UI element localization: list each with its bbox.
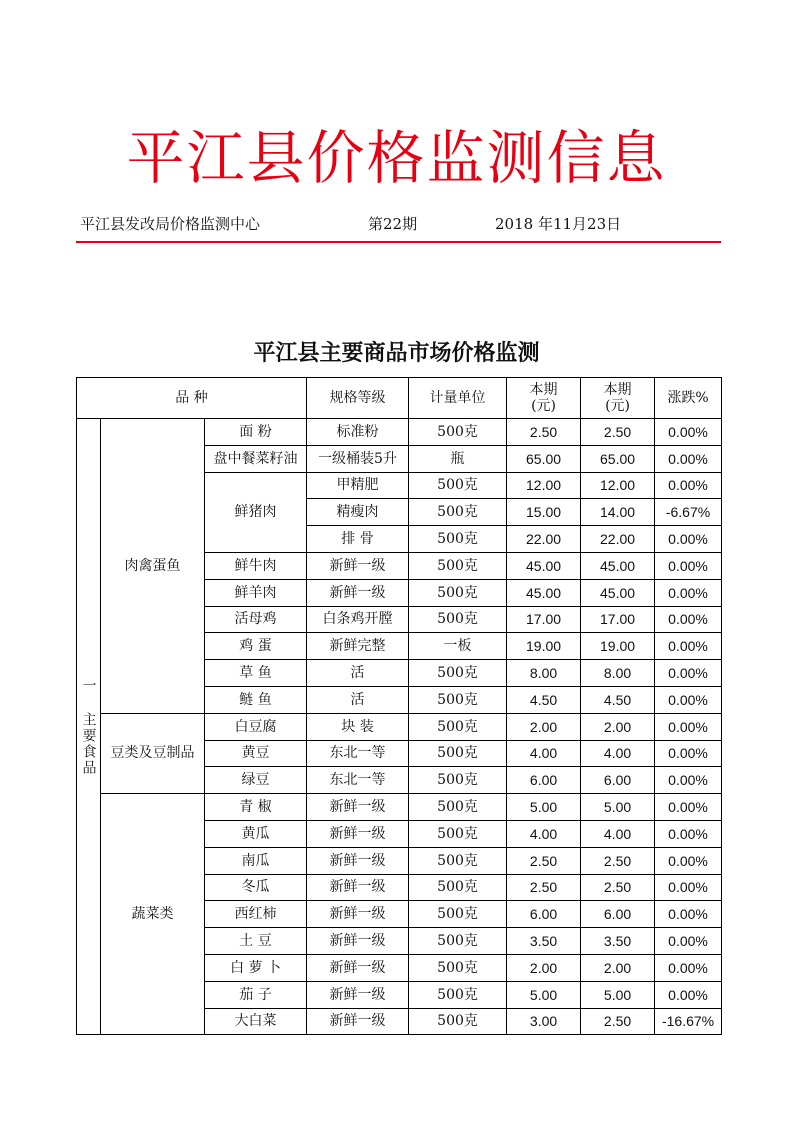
item-price-curr: 2.00 — [581, 954, 655, 981]
item-spec: 活 — [307, 686, 409, 713]
item-spec: 白条鸡开膛 — [307, 606, 409, 633]
header-spec: 规格等级 — [307, 378, 409, 419]
item-unit: 500克 — [409, 526, 507, 553]
item-change: 0.00% — [655, 874, 722, 901]
item-spec: 新鲜一级 — [307, 847, 409, 874]
item-price-prev: 19.00 — [507, 633, 581, 660]
item-unit: 500克 — [409, 686, 507, 713]
header-divider — [76, 241, 721, 243]
group-beans: 豆类及豆制品 — [101, 713, 205, 793]
item-price-prev: 4.50 — [507, 686, 581, 713]
item-change: 0.00% — [655, 579, 722, 606]
item-name: 鲢 鱼 — [205, 686, 307, 713]
item-unit: 500克 — [409, 954, 507, 981]
item-unit: 500克 — [409, 552, 507, 579]
item-price-curr: 45.00 — [581, 579, 655, 606]
item-spec: 一级桶装5升 — [307, 445, 409, 472]
item-unit: 500克 — [409, 740, 507, 767]
item-unit: 500克 — [409, 901, 507, 928]
item-price-curr: 17.00 — [581, 606, 655, 633]
header-current-b-unit: (元) — [605, 398, 630, 414]
item-change: 0.00% — [655, 928, 722, 955]
item-price-prev: 6.00 — [507, 901, 581, 928]
item-spec: 新鲜一级 — [307, 552, 409, 579]
table-row — [77, 419, 722, 446]
item-price-prev: 3.00 — [507, 1008, 581, 1035]
item-name: 青 椒 — [205, 794, 307, 821]
item-price-prev: 3.50 — [507, 928, 581, 955]
item-unit: 500克 — [409, 472, 507, 499]
item-change: 0.00% — [655, 686, 722, 713]
item-spec: 新鲜一级 — [307, 981, 409, 1008]
item-name: 鲜牛肉 — [205, 552, 307, 579]
item-name: 黄瓜 — [205, 820, 307, 847]
item-price-curr: 6.00 — [581, 767, 655, 794]
item-price-prev: 8.00 — [507, 660, 581, 687]
category-cell: 一 主要食品 — [77, 419, 101, 1035]
item-spec: 甲精肥 — [307, 472, 409, 499]
header-change: 涨跌% — [655, 378, 722, 419]
item-change: 0.00% — [655, 794, 722, 821]
item-price-curr: 5.00 — [581, 794, 655, 821]
item-name: 白 萝 卜 — [205, 954, 307, 981]
item-price-prev: 45.00 — [507, 579, 581, 606]
item-name: 冬瓜 — [205, 874, 307, 901]
item-change: -6.67% — [655, 499, 722, 526]
item-spec: 东北一等 — [307, 767, 409, 794]
item-price-curr: 2.50 — [581, 847, 655, 874]
item-unit: 一板 — [409, 633, 507, 660]
item-spec: 新鲜一级 — [307, 954, 409, 981]
item-price-prev: 22.00 — [507, 526, 581, 553]
item-change: 0.00% — [655, 526, 722, 553]
item-spec: 新鲜一级 — [307, 579, 409, 606]
item-change: 0.00% — [655, 954, 722, 981]
item-pork: 鲜猪肉 — [205, 472, 307, 552]
item-name: 土 豆 — [205, 928, 307, 955]
item-change: -16.67% — [655, 1008, 722, 1035]
table-row — [77, 713, 722, 740]
item-price-curr: 45.00 — [581, 552, 655, 579]
item-change: 0.00% — [655, 660, 722, 687]
item-spec: 新鲜一级 — [307, 928, 409, 955]
item-price-prev: 5.00 — [507, 794, 581, 821]
table-title: 平江县主要商品市场价格监测 — [253, 341, 540, 366]
item-change: 0.00% — [655, 552, 722, 579]
group-meat: 肉禽蛋鱼 — [101, 419, 205, 714]
item-price-curr: 4.50 — [581, 686, 655, 713]
item-price-prev: 2.00 — [507, 954, 581, 981]
item-name: 西红柿 — [205, 901, 307, 928]
item-price-curr: 6.00 — [581, 901, 655, 928]
header-current-b — [581, 378, 655, 419]
item-price-curr: 2.50 — [581, 419, 655, 446]
item-name: 白豆腐 — [205, 713, 307, 740]
item-unit: 500克 — [409, 579, 507, 606]
issuer-name: 平江县发改局价格监测中心 — [80, 215, 261, 233]
item-name: 南瓜 — [205, 847, 307, 874]
item-price-curr: 5.00 — [581, 981, 655, 1008]
item-price-prev: 6.00 — [507, 767, 581, 794]
item-unit: 500克 — [409, 794, 507, 821]
item-change: 0.00% — [655, 981, 722, 1008]
item-unit: 500克 — [409, 606, 507, 633]
item-change: 0.00% — [655, 606, 722, 633]
item-name: 黄豆 — [205, 740, 307, 767]
item-spec: 新鲜一级 — [307, 820, 409, 847]
item-name: 茄 子 — [205, 981, 307, 1008]
table-row — [77, 794, 722, 821]
item-price-prev: 2.50 — [507, 874, 581, 901]
item-spec: 标准粉 — [307, 419, 409, 446]
item-name: 鸡 蛋 — [205, 633, 307, 660]
item-spec: 新鲜一级 — [307, 874, 409, 901]
item-price-prev: 4.00 — [507, 820, 581, 847]
item-name: 大白菜 — [205, 1008, 307, 1035]
price-table — [76, 377, 722, 1035]
item-unit: 500克 — [409, 820, 507, 847]
item-price-prev: 15.00 — [507, 499, 581, 526]
item-price-curr: 14.00 — [581, 499, 655, 526]
item-price-curr: 22.00 — [581, 526, 655, 553]
item-price-prev: 12.00 — [507, 472, 581, 499]
item-change: 0.00% — [655, 847, 722, 874]
item-name: 活母鸡 — [205, 606, 307, 633]
item-price-curr: 4.00 — [581, 740, 655, 767]
item-spec: 精瘦肉 — [307, 499, 409, 526]
item-name: 鲜羊肉 — [205, 579, 307, 606]
item-name: 盘中餐菜籽油 — [205, 445, 307, 472]
item-spec: 排 骨 — [307, 526, 409, 553]
item-name: 草 鱼 — [205, 660, 307, 687]
item-price-curr: 2.50 — [581, 874, 655, 901]
item-price-curr: 12.00 — [581, 472, 655, 499]
item-price-prev: 65.00 — [507, 445, 581, 472]
item-change: 0.00% — [655, 419, 722, 446]
item-price-prev: 2.00 — [507, 713, 581, 740]
item-change: 0.00% — [655, 820, 722, 847]
item-unit: 500克 — [409, 928, 507, 955]
item-price-curr: 8.00 — [581, 660, 655, 687]
item-price-curr: 3.50 — [581, 928, 655, 955]
item-unit: 500克 — [409, 499, 507, 526]
item-price-prev: 45.00 — [507, 552, 581, 579]
item-change: 0.00% — [655, 472, 722, 499]
header-variety: 品 种 — [77, 378, 307, 419]
header-current-a-unit: (元) — [531, 398, 556, 414]
item-name: 绿豆 — [205, 767, 307, 794]
header-unit: 计量单位 — [409, 378, 507, 419]
item-unit: 500克 — [409, 1008, 507, 1035]
item-name: 面 粉 — [205, 419, 307, 446]
item-price-prev: 2.50 — [507, 419, 581, 446]
item-change: 0.00% — [655, 767, 722, 794]
header-current-b-label: 本期 — [603, 382, 632, 398]
group-veg: 蔬菜类 — [101, 794, 205, 1035]
item-price-curr: 2.50 — [581, 1008, 655, 1035]
item-spec: 活 — [307, 660, 409, 687]
item-price-prev: 4.00 — [507, 740, 581, 767]
item-spec: 新鲜完整 — [307, 633, 409, 660]
item-change: 0.00% — [655, 901, 722, 928]
item-unit: 500克 — [409, 419, 507, 446]
item-price-curr: 65.00 — [581, 445, 655, 472]
table-header-row — [77, 378, 722, 419]
document-banner-title: 平江县价格监测信息 — [126, 124, 667, 192]
item-unit: 500克 — [409, 874, 507, 901]
item-price-prev: 5.00 — [507, 981, 581, 1008]
header-current-a — [507, 378, 581, 419]
item-spec: 块 装 — [307, 713, 409, 740]
item-unit: 500克 — [409, 660, 507, 687]
item-unit: 500克 — [409, 847, 507, 874]
item-spec: 东北一等 — [307, 740, 409, 767]
item-change: 0.00% — [655, 633, 722, 660]
header-current-a-label: 本期 — [529, 382, 558, 398]
item-price-curr: 2.00 — [581, 713, 655, 740]
item-price-prev: 2.50 — [507, 847, 581, 874]
item-spec: 新鲜一级 — [307, 794, 409, 821]
item-change: 0.00% — [655, 713, 722, 740]
item-change: 0.00% — [655, 740, 722, 767]
item-unit: 瓶 — [409, 445, 507, 472]
item-price-curr: 19.00 — [581, 633, 655, 660]
item-spec: 新鲜一级 — [307, 1008, 409, 1035]
issue-number: 第22期 — [368, 215, 418, 233]
item-spec: 新鲜一级 — [307, 901, 409, 928]
item-change: 0.00% — [655, 445, 722, 472]
item-unit: 500克 — [409, 767, 507, 794]
issue-date: 2018 年11月23日 — [495, 215, 622, 233]
item-price-curr: 4.00 — [581, 820, 655, 847]
item-unit: 500克 — [409, 981, 507, 1008]
item-unit: 500克 — [409, 713, 507, 740]
item-price-prev: 17.00 — [507, 606, 581, 633]
